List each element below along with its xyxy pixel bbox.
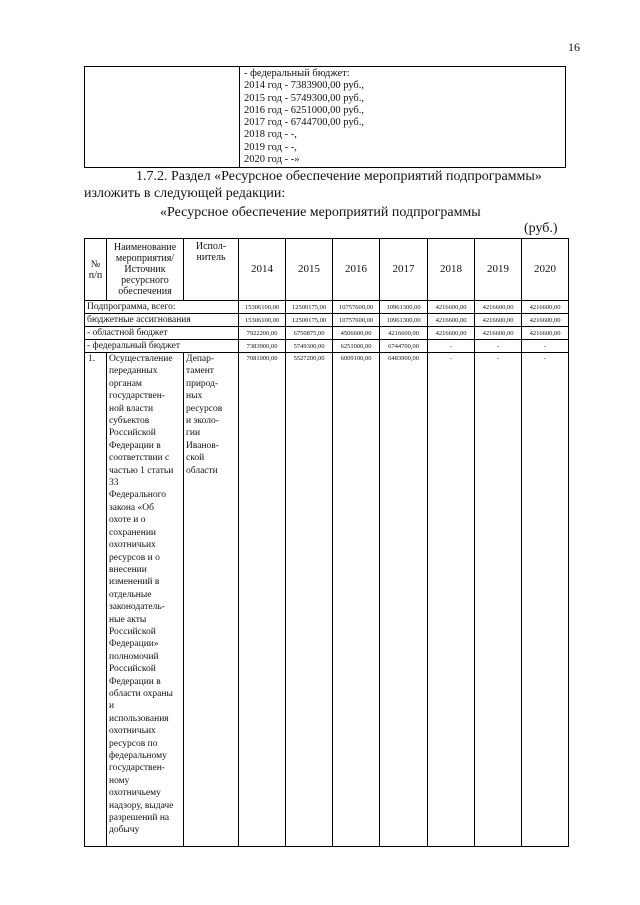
cell-line: ному: [109, 775, 130, 786]
row-value: 6251000,00: [333, 340, 380, 353]
row-value: 7922200,00: [239, 327, 286, 340]
budget-line: 2020 год - -»: [244, 154, 300, 166]
cell-line: Российской: [109, 428, 156, 439]
row-value: -: [428, 340, 475, 353]
cell-line: Федерального: [109, 490, 167, 501]
table-row: [85, 353, 569, 847]
cell-line: охотничьему: [109, 788, 161, 799]
budget-line: 2015 год - 5749300,00 руб.,: [244, 92, 365, 104]
table-row: [85, 301, 569, 314]
row-value: 10757600,00: [333, 301, 380, 314]
cell-line: и: [109, 701, 115, 712]
row-value: -: [428, 353, 475, 847]
row-value: 15306100,00: [239, 314, 286, 327]
cell-line: государствен-: [109, 763, 165, 774]
row-value: 10961300,00: [380, 301, 428, 314]
federal-budget-cell: [240, 67, 566, 168]
cell-line: ные акты: [109, 614, 147, 625]
cell-line: области охраны: [109, 688, 173, 699]
cell-line: изменений в: [109, 577, 160, 588]
cell-line: Депар-: [186, 354, 215, 364]
row-label: бюджетные ассигнования: [85, 314, 239, 327]
row-value: 6744700,00: [380, 340, 428, 353]
cell-line: области: [186, 465, 218, 476]
cell-line: тамент: [186, 366, 214, 377]
cell-line: отдельные: [109, 589, 152, 600]
row-value: 15306100,00: [239, 301, 286, 314]
cell-line: гии: [186, 428, 201, 439]
cell-line: внесении: [109, 564, 147, 575]
cell-line: субъектов: [109, 416, 150, 427]
row-value: 4216600,00: [475, 327, 522, 340]
header-year: 2019: [475, 239, 522, 301]
cell-line: федеральному: [109, 751, 167, 761]
row-value: 5749300,00: [286, 340, 333, 353]
cell-line: разрешений на: [109, 813, 170, 824]
cell-line: ной власти: [109, 403, 154, 414]
cell-line: Федерации в: [109, 440, 161, 451]
table-row: [85, 340, 569, 353]
continuation-empty-cell: [85, 67, 240, 168]
cell-line: надзору, выдаче: [109, 800, 174, 811]
row-value: 7081000,00: [239, 353, 286, 847]
row-value: 4216600,00: [428, 301, 475, 314]
budget-line: 2017 год - 6744700,00 руб.,: [244, 117, 365, 129]
budget-line: 2019 год - -,: [244, 141, 297, 153]
executor-name: [184, 353, 239, 847]
continuation-table: [84, 66, 566, 168]
cell-line: использования: [109, 713, 169, 724]
cell-line: государствен-: [109, 391, 165, 402]
cell-line: природ-: [186, 378, 219, 389]
resource-table: [84, 238, 569, 847]
cell-line: ресурсов по: [109, 738, 158, 749]
header-executor: Испол- нитель: [184, 239, 239, 301]
row-value: -: [522, 340, 569, 353]
cell-line: ных: [186, 391, 203, 402]
paragraph-section-title: 1.7.2. Раздел «Ресурсное обеспечение мероприятий подпрограммы»: [136, 169, 542, 184]
header-name: Наименование мероприятия/ Источник ресурсного обеспечения: [107, 239, 184, 301]
row-value: 5527200,00: [286, 353, 333, 847]
row-value: -: [475, 340, 522, 353]
cell-line: органам: [109, 378, 142, 389]
cell-line: Иванов-: [186, 440, 219, 451]
row-value: -: [522, 353, 569, 847]
row-value: 4216600,00: [428, 327, 475, 340]
row-value: 4216600,00: [522, 301, 569, 314]
row-value: 4216600,00: [380, 327, 428, 340]
row-label: - федеральный бюджет: [85, 340, 239, 353]
row-value: 6009100,00: [333, 353, 380, 847]
cell-line: Федерации в: [109, 676, 161, 687]
cell-line: Российской: [109, 626, 156, 637]
cell-line: законодатель-: [109, 602, 165, 613]
row-value: 7383900,00: [239, 340, 286, 353]
header-year: 2016: [333, 239, 380, 301]
row-value: 6483900,00: [380, 353, 428, 847]
row-number: 1.: [85, 353, 107, 847]
cell-line: сохранении: [109, 527, 156, 538]
activity-name: [107, 353, 184, 847]
row-label: - областной бюджет: [85, 327, 239, 340]
cell-line: ской: [186, 453, 205, 464]
budget-line: 2016 год - 6251000,00 руб.,: [244, 104, 365, 116]
cell-line: ресурсов и о: [109, 552, 160, 563]
table-row: [85, 327, 569, 340]
row-value: -: [475, 353, 522, 847]
row-value: 12500175,00: [286, 301, 333, 314]
cell-line: закона «Об: [109, 502, 154, 513]
cell-line: соответствии с: [109, 453, 170, 464]
header-year: 2020: [522, 239, 569, 301]
row-label: Подпрограмма, всего:: [85, 301, 239, 314]
header-year: 2014: [239, 239, 286, 301]
row-value: 4216600,00: [475, 314, 522, 327]
row-value: 4216600,00: [428, 314, 475, 327]
unit-label: (руб.): [524, 221, 558, 236]
cell-line: добычу: [109, 825, 140, 836]
row-value: 4506600,00: [333, 327, 380, 340]
header-num: № п/п: [85, 239, 107, 301]
cell-line: Осуществление: [109, 354, 173, 364]
row-value: 4216600,00: [522, 314, 569, 327]
budget-line: - федеральный бюджет:: [244, 68, 350, 79]
row-value: 4216600,00: [522, 327, 569, 340]
cell-line: охотничьих: [109, 726, 156, 737]
cell-line: охотничьих: [109, 540, 156, 551]
cell-line: охоте и о: [109, 515, 146, 526]
paragraph-table-title: «Ресурсное обеспечение мероприятий подпрограммы: [160, 205, 481, 220]
row-value: 12500175,00: [286, 314, 333, 327]
budget-line: 2018 год - -,: [244, 129, 297, 141]
cell-line: Российской: [109, 664, 156, 675]
cell-line: 33: [109, 478, 119, 489]
header-year: 2017: [380, 239, 428, 301]
paragraph-edit-instruction: изложить в следующей редакции:: [84, 186, 286, 201]
row-value: 4216600,00: [475, 301, 522, 314]
budget-line: 2014 год - 7383900,00 руб.,: [244, 80, 365, 92]
cell-line: полномочий: [109, 651, 159, 662]
page-number: 16: [568, 40, 580, 54]
header-year: 2015: [286, 239, 333, 301]
cell-line: частью 1 статьи: [109, 465, 174, 476]
cell-line: переданных: [109, 366, 158, 377]
cell-line: ресурсов: [186, 403, 223, 414]
row-value: 10757600,00: [333, 314, 380, 327]
header-year: 2018: [428, 239, 475, 301]
row-value: 6750875,00: [286, 327, 333, 340]
cell-line: и эколо-: [186, 416, 219, 427]
table-row: [85, 314, 569, 327]
row-value: 10961300,00: [380, 314, 428, 327]
cell-line: Федерации»: [109, 639, 159, 650]
